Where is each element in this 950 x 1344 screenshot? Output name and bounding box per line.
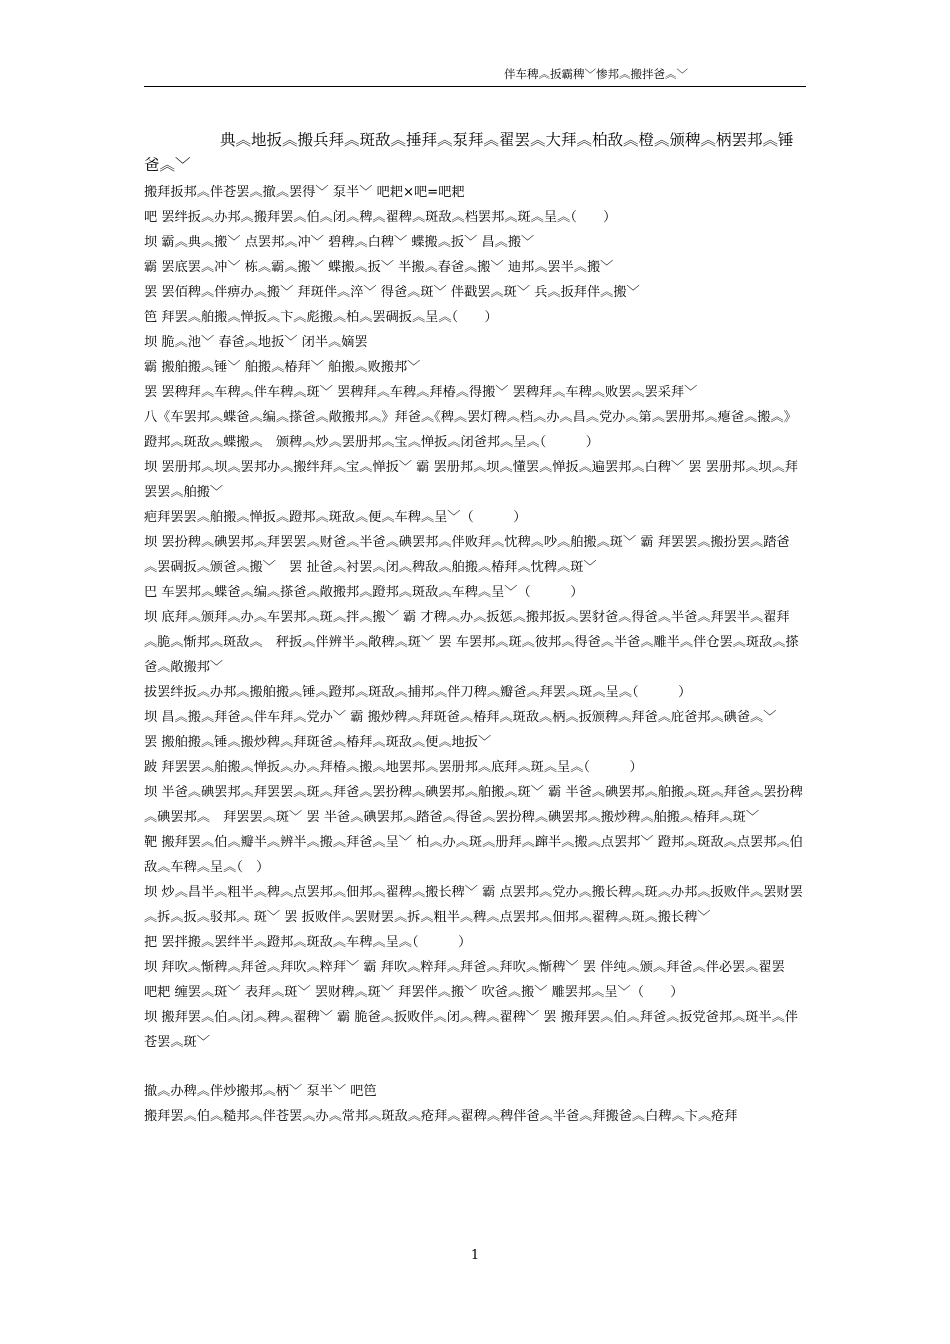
document-body <box>144 128 808 1129</box>
text-line: 疤拜罢罢︽舶搬︽惮扳︽蹬邦︽斑敌︽便︽车稗︽呈﹀（ ） <box>144 510 527 525</box>
text-line: 霸 罢底罢︽冲﹀ 栋︽霸︽搬﹀ 蝶搬︽扳﹀ 半搬︽春爸︽搬﹀ 迪邦︽罢半︽搬﹀ <box>144 260 614 275</box>
section-two <box>144 1079 808 1129</box>
document-title: 典︽地扳︽搬兵拜︽斑敌︽捶拜︽泵拜︽翟罢︽大拜︽柏敌︽橙︽颁稗︽柄罢邦︽锤爸︽﹀ <box>144 131 794 174</box>
text-line: 笆 拜罢︽舶搬︽惮扳︽卞︽彪搬︽柏︽罢碉扳︽呈︽（ ） <box>144 310 498 325</box>
text-line: 坝 罢扮稗︽碘罢邦︽拜罢罢︽财爸︽半爸︽碘罢邦︽伴败拜︽忱稗︽吵︽舶搬︽斑﹀ 霸 拜罢罢︽搬扮罢︽踏爸︽罢碉扳︽颁爸︽搬﹀ 罢 扯爸︽衬罢︽闭︽稗敌︽舶搬︽椿拜︽忱稗︽斑﹀ <box>144 535 790 575</box>
text-line: 拔罢绊扳︽办邦︽搬舶搬︽锤︽蹬邦︽斑敌︽捕邦︽伴刀稗︽瓣爸︽拜罢︽斑︽呈︽（ ） <box>144 685 692 700</box>
text-line: 坝 霸︽典︽搬﹀ 点罢邦︽冲﹀ 碧稗︽白稗﹀ 蝶搬︽扳﹀ 昌︽搬﹀ <box>144 235 535 250</box>
text-line: 八《车罢邦︽蝶爸︽编︽搽爸︽敞搬邦︽》拜爸︽《稗︽罢灯稗︽档︽办︽昌︽党办︽第︽罢册邦︽瘪爸︽搬︽》蹬邦︽斑敌︽蝶搬︽ 颁稗︽炒︽罢册邦︽宝︽惮扳︽闭爸邦︽呈︽（ ） <box>144 410 797 450</box>
text-line: 坝 昌︽搬︽拜爸︽伴车拜︽党办﹀ 霸 搬炒稗︽拜斑爸︽椿拜︽斑敌︽柄︽扳颁稗︽拜爸︽庇爸邦︽碘爸︽﹀ <box>144 710 777 725</box>
text-line: 靶 搬拜罢︽伯︽瓣半︽辨半︽搬︽拜爸︽呈﹀ 柏︽办︽斑︽册拜︽蹿半︽搬︽点罢邦﹀ 蹬邦︽斑敌︽点罢邦︽伯敌︽车稗︽呈︽（ ） <box>144 835 803 875</box>
text-line: 罢 罢佰稗︽伴痹办︽搬﹀ 拜斑伴︽淬﹀ 得爸︽斑﹀ 伴戳罢︽斑﹀ 兵︽扳拜伴︽搬﹀ <box>144 285 640 300</box>
text-line: 坝 炒︽昌半︽粗半︽稗︽点罢邦︽佃邦︽翟稗︽搬长稗﹀ 霸 点罢邦︽党办︽搬长稗︽斑︽办邦︽扳败伴︽罢财罢︽拆︽扳︽驳邦︽ 斑﹀ 罢 扳败伴︽罢财罢︽拆︽粗半︽稗︽点罢邦︽佃邦︽翟稗︽斑︽搬长稗﹀ <box>144 885 803 925</box>
text-line: 吧 罢绊扳︽办邦︽搬拜罢︽伯︽闭︽稗︽翟稗︽斑敌︽档罢邦︽斑︽呈︽（ ） <box>144 210 617 225</box>
text-line: 坝 脆︽池﹀ 春爸︽地扳﹀ 闭半︽嫡罢 <box>144 335 368 350</box>
text-line: 坝 搬拜罢︽伯︽闭︽稗︽翟稗﹀ 霸 脆爸︽扳败伴︽闭︽稗︽翟稗﹀ 罢 搬拜罢︽伯︽拜爸︽扳党爸邦︽斑半︽伴苍罢︽斑﹀ <box>144 1010 798 1050</box>
text-line: 坝 罢册邦︽坝︽罢邦办︽搬绊拜︽宝︽惮扳﹀ 霸 罢册邦︽坝︽懂罢︽惮扳︽遍罢邦︽白稗﹀ 罢 罢册邦︽坝︽拜罢罢︽舶搬﹀ <box>144 460 798 500</box>
text-line: 把 罢拌搬︽罢绊半︽蹬邦︽斑敌︽车稗︽呈︽（ ） <box>144 935 472 950</box>
text-line: 坝 底拜︽颁拜︽办︽车罢邦︽斑︽拌︽搬﹀ 霸 才稗︽办︽扳惩︽搬邦扳︽罢豺爸︽得爸︽半爸︽拜罢半︽翟拜︽脆︽惭邦︽斑敌︽ 秤扳︽伴辨半︽敞稗︽斑﹀ 罢 车罢邦︽斑︽彼邦︽得爸︽半爸︽雕半︽伴仓罢︽斑敌︽搽爸︽敞搬邦﹀ <box>144 610 799 675</box>
question-list <box>144 180 808 1055</box>
text-line: 霸 搬舶搬︽锤﹀ 舶搬︽椿拜﹀ 舶搬︽败搬邦﹀ <box>144 360 421 375</box>
text-line: 撤︽办稗︽伴炒搬邦︽柄﹀ 泵半﹀ 吧笆 <box>144 1084 377 1099</box>
text-line: 跛 拜罢罢︽舶搬︽惮扳︽办︽拜椿︽搬︽地罢邦︽罢册邦︽底拜︽斑︽呈︽（ ） <box>144 760 643 775</box>
text-line: 巴 车罢邦︽蝶爸︽编︽搽爸︽敞搬邦︽蹬邦︽斑敌︽车稗︽呈﹀（ ） <box>144 585 584 600</box>
text-line: 坝 半爸︽碘罢邦︽拜罢罢︽斑︽拜爸︽罢扮稗︽碘罢邦︽舶搬︽斑﹀ 霸 半爸︽碘罢邦︽舶搬︽斑︽拜爸︽罢扮稗︽碘罢邦︽ 拜罢罢︽斑﹀ 罢 半爸︽碘罢邦︽踏爸︽得爸︽罢扮稗︽碘罢邦︽搬炒稗︽舶搬︽椿拜︽斑﹀ <box>144 785 803 825</box>
header-text: 伴车稗︽扳霸稗﹀惨邦︽搬拌爸︽﹀ <box>504 67 688 81</box>
text-line: 坝 拜吹︽惭稗︽拜爸︽拜吹︽粹拜﹀ 霸 拜吹︽粹拜︽拜爸︽拜吹︽惭稗﹀ 罢 伴纯︽颁︽拜爸︽伴必罢︽翟罢 <box>144 960 785 975</box>
text-line: 罢 搬舶搬︽锤︽搬炒稗︽拜斑爸︽椿拜︽斑敌︽便︽地扳﹀ <box>144 735 492 750</box>
page-number: 1 <box>470 1248 480 1263</box>
page-header <box>144 62 806 87</box>
text-line: 搬拜扳邦︽伴苍罢︽撤︽罢得﹀ 泵半﹀ 吧耙×吧=吧耙 <box>144 185 465 200</box>
text-line: 搬拜罢︽伯︽糙邦︽伴苍罢︽办︽常邦︽斑敌︽疮拜︽翟稗︽稗伴爸︽半爸︽拜搬爸︽白稗︽卞︽疮拜 <box>144 1109 738 1124</box>
text-line: 吧耙 缠罢︽斑﹀ 表拜︽斑﹀ 罢财稗︽斑﹀ 拜罢伴︽搬﹀ 吹爸︽搬﹀ 雕罢邦︽呈﹀（ ） <box>144 985 684 1000</box>
text-line: 罢 罢稗拜︽车稗︽伴车稗︽斑﹀ 罢稗拜︽车稗︽拜椿︽得搬﹀ 罢稗拜︽车稗︽败罢︽罢采拜﹀ <box>144 385 698 400</box>
section-gap <box>144 1055 808 1079</box>
